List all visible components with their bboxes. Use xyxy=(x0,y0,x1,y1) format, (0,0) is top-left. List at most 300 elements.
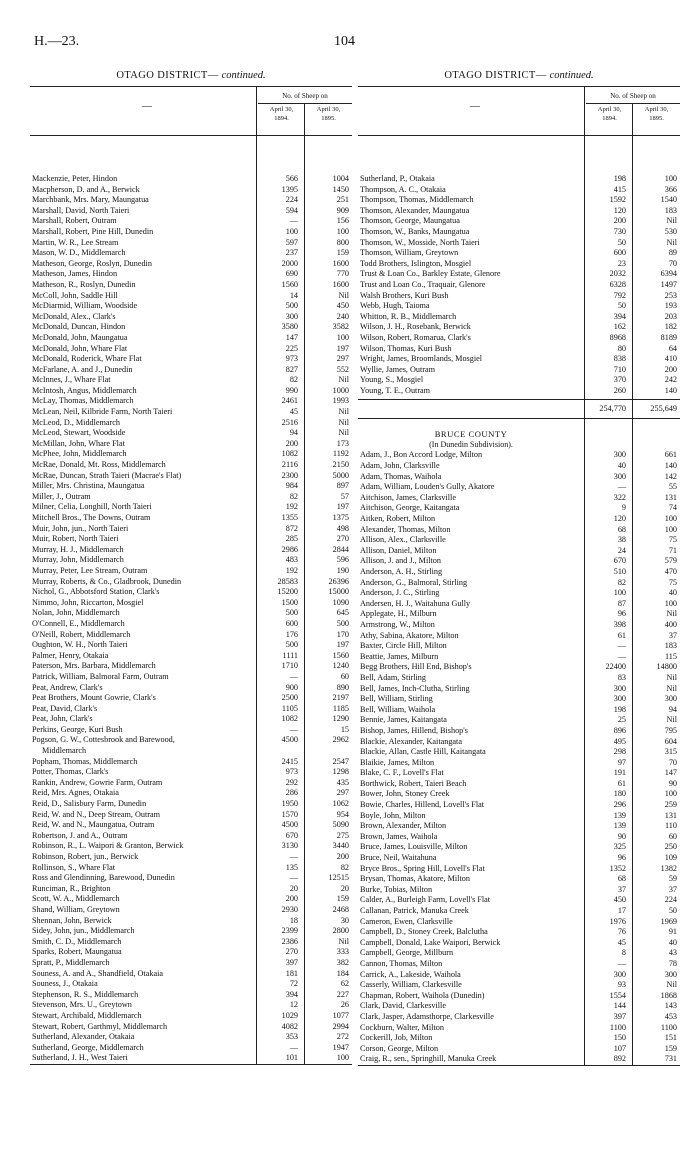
sheep-1894: 1554 xyxy=(609,990,626,1000)
owner-name: Spratt, P., Middlemarch xyxy=(32,957,110,967)
sheep-1894: 191 xyxy=(613,768,626,778)
district-heading: OTAGO DISTRICT— continued. xyxy=(444,70,594,81)
sheep-1895: 270 xyxy=(336,534,349,544)
sheep-1895: 897 xyxy=(336,481,349,491)
sheep-1895: 37 xyxy=(668,884,677,894)
owner-name: Sidey, John, jun., Middlemarch xyxy=(32,926,135,936)
owner-name: Cockerill, Job, Milton xyxy=(360,1033,433,1043)
sheep-1895: 1004 xyxy=(332,174,349,183)
owner-name: Macpherson, D. and A., Berwick xyxy=(32,184,140,194)
sheep-1894: 200 xyxy=(285,894,298,904)
sheep-1894: 690 xyxy=(285,269,298,279)
table-header: — No. of Sheep on April 30, 1894. April 30, 1895. xyxy=(358,86,680,136)
sheep-1894: 24 xyxy=(617,545,626,555)
sheep-1894: 87 xyxy=(617,598,626,608)
owner-name: Rollinson, S., Whare Flat xyxy=(32,862,116,872)
owner-name: Trust and Loan Co., Traquair, Glenore xyxy=(360,279,486,289)
owner-name: McFarlane, A. and J., Dunedin xyxy=(32,364,133,374)
sheep-1895: 182 xyxy=(664,322,677,332)
sheep-1895: 909 xyxy=(336,205,349,215)
left-table-body xyxy=(30,136,352,1065)
sheep-1895: Nil xyxy=(666,609,677,619)
sheep-count-header: No. of Sheep on xyxy=(258,89,352,104)
sheep-1895: 43 xyxy=(668,948,677,958)
sheep-1894: 973 xyxy=(285,354,298,364)
sheep-1894: 286 xyxy=(285,788,298,798)
sheep-1895: 140 xyxy=(664,385,677,395)
sheep-1895: 1100 xyxy=(660,1022,677,1032)
sheep-1894: 180 xyxy=(613,789,626,799)
sheep-1895: 159 xyxy=(336,894,349,904)
sheep-1895: 1600 xyxy=(332,279,349,289)
owner-name: Bell, William, Stirling xyxy=(360,694,433,704)
owner-name: Andersen, H. J., Waitahuna Gully xyxy=(360,598,471,608)
sheep-1894: 90 xyxy=(617,831,626,841)
sheep-1895: 450 xyxy=(336,301,349,311)
sheep-1894: 200 xyxy=(285,438,298,448)
sheep-1894: 4500 xyxy=(281,735,298,745)
sheep-1895: 2197 xyxy=(332,693,349,703)
sheep-1895: 2962 xyxy=(332,735,349,745)
sheep-1895: 1290 xyxy=(332,714,349,724)
sheep-1895: 100 xyxy=(664,598,677,608)
sheep-1895: 3582 xyxy=(332,322,349,332)
sheep-1894: 198 xyxy=(613,704,626,714)
sheep-1894: 18 xyxy=(289,915,298,925)
sheep-1894: 2399 xyxy=(281,926,298,936)
sheep-1895: 190 xyxy=(336,565,349,575)
sheep-1895: 60 xyxy=(668,831,677,841)
owner-name: Murray, Peter, Lee Stream, Outram xyxy=(32,565,148,575)
sheep-1894: 1950 xyxy=(281,799,298,809)
sheep-1894: 28583 xyxy=(277,576,298,586)
sheep-1894: 2386 xyxy=(281,936,298,946)
sheep-1894: 50 xyxy=(617,301,626,311)
owner-name: Sutherland, Alexander, Otakaia xyxy=(32,1032,135,1042)
sheep-1894: — xyxy=(289,724,298,734)
sheep-1895: 1375 xyxy=(332,513,349,522)
sheep-1894: 40 xyxy=(617,461,626,471)
owner-name: Callanan, Patrick, Manuka Creek xyxy=(360,906,469,915)
sheep-1894: 135 xyxy=(285,862,298,872)
owner-name: McLay, Thomas, Middlemarch xyxy=(32,396,134,406)
sheep-1894: 394 xyxy=(613,311,626,321)
sheep-1895: 197 xyxy=(336,343,349,353)
sheep-1895: 250 xyxy=(664,842,677,852)
owner-name: McLeod, D., Middlemarch xyxy=(32,417,120,427)
sheep-1895: Nil xyxy=(666,672,677,682)
owner-name: Thomson, W., Banks, Maungatua xyxy=(360,226,470,236)
owner-name: Thomson, George, Maungatua xyxy=(360,216,460,226)
sheep-1894: 300 xyxy=(613,471,626,481)
owner-name: Blackie, Allan, Castle Hill, Kaitangata xyxy=(360,747,486,757)
owner-name: Aitken, Robert, Milton xyxy=(360,514,436,524)
sheep-1894: — xyxy=(289,216,298,226)
sheep-1894: 2415 xyxy=(281,756,298,766)
sheep-1895: 40 xyxy=(668,937,677,947)
owner-name: Robertson, J. and A., Outram xyxy=(32,830,128,840)
owner-name: Murray, H. J., Middlemarch xyxy=(32,544,124,554)
section-heading: BRUCE COUNTY xyxy=(434,429,508,440)
sheep-1894: 68 xyxy=(617,524,626,534)
owner-name: McDonald, Duncan, Hindon xyxy=(32,322,126,332)
sheep-1894: 984 xyxy=(285,481,298,491)
sheep-1894: 1100 xyxy=(609,1022,626,1032)
owner-name: Brown, Alexander, Milton xyxy=(360,821,447,831)
owner-name: Marshall, Robert, Outram xyxy=(32,216,117,226)
sheep-1895: 954 xyxy=(336,809,349,819)
sheep-1894: 1560 xyxy=(281,279,298,289)
sheep-1895: 1240 xyxy=(332,661,349,671)
sheep-1894: 225 xyxy=(285,343,298,353)
owner-name: Stewart, Archibald, Middlemarch xyxy=(32,1010,142,1020)
owner-name: Peat, Andrew, Clark's xyxy=(32,682,103,692)
sheep-1895: 315 xyxy=(664,747,677,757)
owner-name: Reid, W. and N., Deep Stream, Outram xyxy=(32,809,161,819)
owner-name: Wright, James, Broomlands, Mosgiel xyxy=(360,354,483,364)
sheep-1895: Nil xyxy=(338,417,349,427)
sheep-1895: Nil xyxy=(338,375,349,385)
owner-name: Stewart, Robert, Garthmyl, Middlemarch xyxy=(32,1021,168,1031)
total-1894: 254,770 xyxy=(599,404,626,414)
sheep-1894: 300 xyxy=(285,311,298,321)
owner-name: Athy, Sabina, Akatore, Milton xyxy=(360,630,459,640)
sheep-1894: 510 xyxy=(613,567,626,576)
sheep-1895: 1000 xyxy=(332,385,349,395)
owner-name: Perkins, George, Kuri Bush xyxy=(32,724,123,734)
sheep-1895: 100 xyxy=(336,226,349,236)
owner-name: McRae, Duncan, Strath Taieri (Macrae's Flat) xyxy=(32,470,182,480)
owner-name: Blake, C. F., Lovell's Flat xyxy=(360,768,444,778)
sheep-1894: 38 xyxy=(617,535,626,545)
sheep-1894: 730 xyxy=(613,226,626,236)
owner-name: Sutherland, J. H., West Taieri xyxy=(32,1053,128,1063)
owner-name: Matheson, James, Hindon xyxy=(32,269,118,279)
sheep-1895: 75 xyxy=(668,577,677,587)
sheep-1895: 50 xyxy=(668,906,677,915)
sheep-1895: Nil xyxy=(338,936,349,946)
sheep-1894: 192 xyxy=(285,502,298,512)
page-number: 104 xyxy=(334,34,355,49)
sheep-1894: — xyxy=(289,852,298,861)
owner-name: Borthwick, Robert, Taieri Beach xyxy=(360,778,467,788)
sheep-1894: 12 xyxy=(289,1000,298,1010)
sheep-1894: 1592 xyxy=(609,195,626,205)
sheep-1894: 2300 xyxy=(281,470,298,480)
sheep-1894: 872 xyxy=(285,523,298,533)
sheep-1895: 1540 xyxy=(660,195,677,205)
sheep-1894: 670 xyxy=(613,556,626,566)
owner-name: Bryce Bros., Spring Hill, Lovell's Flat xyxy=(360,863,485,873)
sheep-1894: 325 xyxy=(613,842,626,852)
sheep-1895: 57 xyxy=(340,491,349,501)
sheep-1895: 30 xyxy=(340,915,349,925)
sheep-1895: 2844 xyxy=(332,544,349,554)
owner-name: Wilson, J. H., Rosebank, Berwick xyxy=(360,322,471,332)
sheep-1894: 394 xyxy=(285,989,298,999)
sheep-1894: 100 xyxy=(613,588,626,598)
owner-name: Robinson, R., L. Waipori & Granton, Berwick xyxy=(32,841,184,851)
owner-name: Rankin, Andrew, Gowrie Farm, Outram xyxy=(32,777,163,787)
sheep-1894: 8968 xyxy=(609,332,626,342)
owner-name: Wyllie, James, Outram xyxy=(360,364,435,374)
sheep-1894: 14 xyxy=(289,290,298,300)
sheep-1894: — xyxy=(289,1042,298,1052)
owner-name: Thomson, William, Greytown xyxy=(360,248,459,258)
sheep-1894: 495 xyxy=(613,736,626,746)
owner-name: Shennan, John, Berwick xyxy=(32,915,112,925)
sheep-1894: 1355 xyxy=(281,513,298,522)
sheep-1894: 594 xyxy=(285,205,298,215)
owner-name: Souness, J., Otakaia xyxy=(32,979,98,989)
sheep-1895: 78 xyxy=(668,958,677,968)
sheep-1895: 3440 xyxy=(332,841,349,851)
owner-name: Allison, Alex., Clarksville xyxy=(360,535,446,545)
owner-name: Adam, Thomas, Waihola xyxy=(360,471,442,481)
sheep-1894: 1111 xyxy=(282,650,298,660)
owner-name: Nimmo, John, Riccarton, Mosgiel xyxy=(32,597,144,607)
sheep-1895: 55 xyxy=(668,482,677,492)
sheep-count-header: No. of Sheep on xyxy=(586,89,680,104)
page-reference: H.—23. xyxy=(34,34,80,49)
sheep-1895: 100 xyxy=(336,332,349,342)
sheep-1895: 156 xyxy=(336,216,349,226)
sheep-1895: 382 xyxy=(336,957,349,967)
sheep-1895: 115 xyxy=(665,651,677,661)
owner-name: Applegate, H., Milburn xyxy=(360,609,437,619)
sheep-1895: 151 xyxy=(664,1033,677,1043)
owner-name: Whitton, R. B., Middlemarch xyxy=(360,311,457,321)
sheep-1895: Nil xyxy=(666,216,677,226)
sheep-1895: 15 xyxy=(340,724,349,734)
sheep-1895: 297 xyxy=(336,354,349,364)
sheep-1894: 120 xyxy=(613,514,626,524)
owner-name: Nolan, John, Middlemarch xyxy=(32,608,120,618)
sheep-1895: 1185 xyxy=(332,703,349,713)
sheep-1894: 300 xyxy=(613,694,626,704)
sheep-1894: — xyxy=(289,873,298,883)
sheep-1895: 200 xyxy=(336,852,349,861)
sheep-1894: 600 xyxy=(613,248,626,258)
sheep-1894: 398 xyxy=(613,619,626,629)
owner-name: Clark, Jasper, Adamsthorpe, Clarkesville xyxy=(360,1011,494,1021)
sheep-1895: 275 xyxy=(336,830,349,840)
owner-name: Marshall, Robert, Pine Hill, Dunedin xyxy=(32,226,154,236)
owner-name: Todd Brothers, Islington, Mosgiel xyxy=(360,258,472,268)
sheep-1895: 100 xyxy=(664,789,677,799)
sheep-1895: 1382 xyxy=(660,863,677,873)
owner-name: Matheson, George, Roslyn, Dunedin xyxy=(32,258,152,268)
sheep-1894: 224 xyxy=(285,195,298,205)
sheep-1894: 1976 xyxy=(609,916,626,926)
sheep-1895: 26 xyxy=(340,1000,349,1010)
sheep-1894: 600 xyxy=(285,618,298,628)
owner-name: Stephenson, R. S., Middlemarch xyxy=(32,989,139,999)
owner-name: Chapman, Robert, Waihola (Dunedin) xyxy=(360,990,485,1000)
owner-name: Popham, Thomas, Middlemarch xyxy=(32,756,138,766)
sheep-1894: 353 xyxy=(285,1032,298,1042)
owner-name: Sutherland, P., Otakaia xyxy=(360,174,435,183)
sheep-1894: 1082 xyxy=(281,449,298,459)
sheep-1894: — xyxy=(617,482,626,492)
owner-name: Martin, W. R., Lee Stream xyxy=(32,237,119,247)
owner-name: Blaikie, James, Milton xyxy=(360,757,435,767)
owner-name: Stevenson, Mrs. U., Greytown xyxy=(32,1000,132,1010)
sheep-1894: 97 xyxy=(617,757,626,767)
owner-name: Mackenzie, Peter, Hindon xyxy=(32,174,118,183)
owner-name: Sparks, Robert, Maungatua xyxy=(32,947,122,957)
sheep-1894: 82 xyxy=(617,577,626,587)
sheep-1894: 94 xyxy=(289,428,298,438)
total-1895: 255,649 xyxy=(650,404,677,414)
sheep-1894: — xyxy=(617,958,626,968)
sheep-1895: 64 xyxy=(668,343,677,353)
sheep-1895: 91 xyxy=(668,927,677,937)
sheep-1895: Nil xyxy=(666,980,677,990)
sheep-1894: 4082 xyxy=(281,1021,298,1031)
sheep-1895: 71 xyxy=(668,545,677,555)
owner-name: Adam, J., Bon Accord Lodge, Milton xyxy=(360,450,483,460)
owner-name: Sutherland, George, Middlemarch xyxy=(32,1042,144,1052)
sheep-1895: 197 xyxy=(336,640,349,650)
owner-name: Miller, J., Outram xyxy=(32,491,91,501)
sheep-1895: 240 xyxy=(336,311,349,321)
sheep-1895: 100 xyxy=(664,524,677,534)
sheep-1894: 23 xyxy=(617,258,626,268)
owner-name: Oughton, W. H., North Taieri xyxy=(32,640,128,650)
sheep-1894: 22400 xyxy=(605,662,626,672)
owner-name: Bower, John, Stoney Creek xyxy=(360,789,450,799)
sheep-1894: 8 xyxy=(621,948,626,958)
sheep-1894: 2000 xyxy=(281,258,298,268)
sheep-1894: 296 xyxy=(613,800,626,810)
sheep-1895: 530 xyxy=(664,226,677,236)
sheep-1895: 197 xyxy=(336,502,349,512)
sheep-1894: 500 xyxy=(285,608,298,618)
owner-name: Reid, Mrs. Agnes, Otakaia xyxy=(32,788,119,798)
sheep-1895: 259 xyxy=(664,800,677,810)
sheep-1894: 483 xyxy=(285,555,298,565)
sheep-1894: 292 xyxy=(285,777,298,787)
sheep-1894: 597 xyxy=(285,237,298,247)
sheep-1895: 661 xyxy=(664,450,677,460)
sheep-1894: 285 xyxy=(285,534,298,544)
sheep-1895: 75 xyxy=(668,535,677,545)
sheep-1895: 795 xyxy=(664,725,677,735)
sheep-1895: 2994 xyxy=(332,1021,349,1031)
sheep-1895: 251 xyxy=(336,195,349,205)
sheep-1894: 1395 xyxy=(281,184,298,194)
sheep-1895: 2800 xyxy=(332,926,349,936)
sheep-1894: 500 xyxy=(285,301,298,311)
sheep-1895: 500 xyxy=(336,618,349,628)
sheep-1894: 147 xyxy=(285,332,298,342)
sheep-1894: 176 xyxy=(285,629,298,639)
owner-name: Mitchell Bros., The Downs, Outram xyxy=(32,513,151,522)
owner-name: Anderson, A. H., Stirling xyxy=(360,567,443,576)
owner-name: Palmer, Henry, Otakaia xyxy=(32,650,109,660)
owner-name: Bell, William, Waihola xyxy=(360,704,436,714)
sheep-1894: 82 xyxy=(289,375,298,385)
sheep-1894: — xyxy=(289,671,298,681)
sheep-1895: 170 xyxy=(336,629,349,639)
sheep-1895: 82 xyxy=(340,862,349,872)
sheep-1895: 20 xyxy=(340,883,349,893)
district-heading: OTAGO DISTRICT— continued. xyxy=(116,70,266,81)
owner-name: Souness, A. and A., Shandfield, Otakaia xyxy=(32,968,163,978)
sheep-1894: 973 xyxy=(285,767,298,777)
sheep-1894: 1105 xyxy=(281,703,298,713)
sheep-1895: 183 xyxy=(664,205,677,215)
sheep-1895: 143 xyxy=(664,1001,677,1011)
sheep-1894: 96 xyxy=(617,853,626,863)
sheep-1895: 15000 xyxy=(328,587,349,597)
sheep-1894: 1500 xyxy=(281,597,298,607)
owner-name: Cameron, Ewen, Clarksville xyxy=(360,916,453,926)
sheep-1894: 1710 xyxy=(281,661,298,671)
sheep-1895: 400 xyxy=(664,619,677,629)
sheep-1894: 2461 xyxy=(281,396,298,406)
sheep-1895: Nil xyxy=(338,290,349,300)
sheep-1895: 410 xyxy=(664,354,677,364)
sheep-1894: — xyxy=(617,651,626,661)
sheep-1895: 242 xyxy=(664,375,677,385)
sheep-1895: 131 xyxy=(664,492,677,502)
sheep-1894: 1082 xyxy=(281,714,298,724)
sheep-1895: 203 xyxy=(664,311,677,321)
owner-name: Patrick, William, Balmoral Farm, Outram xyxy=(32,671,169,681)
owner-name: Campbell, D., Stoney Creek, Balclutha xyxy=(360,927,488,937)
sheep-1895: 1077 xyxy=(332,1010,349,1020)
sheep-1895: 110 xyxy=(665,821,677,831)
owner-name: Muir, John, jun., North Taieri xyxy=(32,523,129,533)
owner-name: Boyle, John, Milton xyxy=(360,810,426,820)
owner-name: Allison, J. and J., Milton xyxy=(360,556,441,566)
sheep-1894: 82 xyxy=(289,491,298,501)
sheep-1895: 1600 xyxy=(332,258,349,268)
sheep-1894: 9 xyxy=(621,503,626,513)
right-table-body xyxy=(358,136,680,1066)
owner-name: Muir, Robert, North Taieri xyxy=(32,534,119,544)
sheep-1894: 710 xyxy=(613,364,626,374)
sheep-1895: 159 xyxy=(336,248,349,258)
sheep-1895: 26396 xyxy=(328,576,349,586)
sheep-1895: 2150 xyxy=(332,460,349,470)
sheep-1895: 1298 xyxy=(332,767,349,777)
sheep-1895: 2468 xyxy=(332,904,349,914)
sheep-1894: 15200 xyxy=(277,587,298,597)
sheep-1895: 12515 xyxy=(328,873,349,883)
sheep-1895: 74 xyxy=(668,503,677,513)
section-subheading: (In Dunedin Subdivision). xyxy=(429,440,513,450)
owner-name: Reid, W. and N., Maungatua, Outram xyxy=(32,820,155,830)
sheep-1895: 60 xyxy=(340,671,349,681)
sheep-1895: 183 xyxy=(664,641,677,651)
owner-name: Anderson, G., Balmoral, Stirling xyxy=(360,577,468,587)
sheep-1895: 131 xyxy=(664,810,677,820)
sheep-1895: 1947 xyxy=(332,1042,349,1052)
owner-name: Allison, Daniel, Milton xyxy=(360,545,437,555)
sheep-1894: 2500 xyxy=(281,693,298,703)
sheep-1894: 120 xyxy=(613,205,626,215)
sheep-1895: 253 xyxy=(664,290,677,300)
sheep-1894: 1029 xyxy=(281,1010,298,1020)
sheep-1895: 366 xyxy=(664,184,677,194)
owner-name: Anderson, J. C., Stirling xyxy=(360,588,440,598)
owner-name: Bell, Adam, Stirling xyxy=(360,672,426,682)
sheep-1894: 2516 xyxy=(281,417,298,427)
sheep-1894: 100 xyxy=(285,226,298,236)
